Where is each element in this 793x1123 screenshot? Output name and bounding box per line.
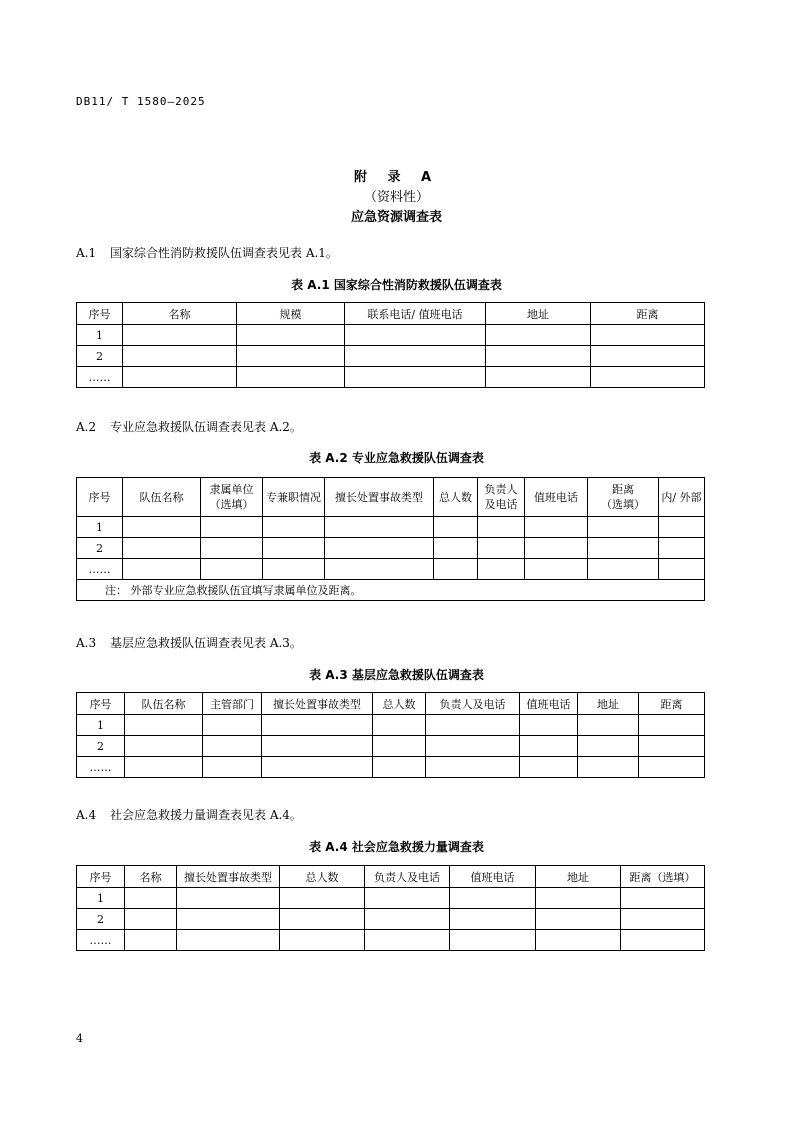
row-index: 1 xyxy=(77,325,123,346)
header-cell: 距离 xyxy=(639,693,705,715)
header-cell: 值班电话 xyxy=(450,866,536,888)
table-row xyxy=(77,715,705,736)
header-cell: 负责人及电话 xyxy=(365,866,450,888)
header-cell: 序号 xyxy=(77,866,125,888)
appendix-title: 应急资源调查表 xyxy=(350,210,442,225)
table-a1 xyxy=(76,302,705,388)
clause-number: A.1 xyxy=(76,246,97,260)
header-cell: 总人数 xyxy=(434,478,478,517)
header-cell: 值班电话 xyxy=(520,693,578,715)
table-note: 注： 外部专业应急救援队伍宜填写隶属单位及距离。 xyxy=(77,580,705,601)
clause-a1 xyxy=(76,244,338,261)
header-cell: 队伍名称 xyxy=(123,478,201,517)
header-cell: 隶属单位 （选填） xyxy=(201,478,263,517)
header-cell: 内/ 外部 xyxy=(659,478,705,517)
table-a2-caption: 表 A.2 专业应急救援队伍调查表 xyxy=(309,451,484,465)
header-cell: 联系电话/ 值班电话 xyxy=(345,303,486,325)
table-a3 xyxy=(76,692,705,778)
clause-a3 xyxy=(76,634,302,651)
clause-number: A.3 xyxy=(76,636,97,650)
header-cell: 地址 xyxy=(536,866,621,888)
clause-a4 xyxy=(76,806,302,823)
table-row xyxy=(77,559,705,580)
table-row xyxy=(77,367,705,388)
table-a3-caption: 表 A.3 基层应急救援队伍调查表 xyxy=(309,668,484,682)
clause-number: A.2 xyxy=(76,420,97,434)
header-cell: 地址 xyxy=(578,693,639,715)
table-note-row xyxy=(77,580,705,601)
row-index: …… xyxy=(77,367,123,388)
row-index: …… xyxy=(77,559,123,580)
table-a1-caption: 表 A.1 国家综合性消防救援队伍调查表 xyxy=(291,278,502,292)
header-cell: 序号 xyxy=(77,303,123,325)
header-cell: 队伍名称 xyxy=(125,693,203,715)
table-header-row xyxy=(77,478,705,517)
table-row xyxy=(77,930,705,951)
row-index: 2 xyxy=(77,346,123,367)
header-cell: 值班电话 xyxy=(525,478,588,517)
page-number: 4 xyxy=(76,1032,83,1045)
table-row xyxy=(77,346,705,367)
table-header-row xyxy=(77,303,705,325)
clause-text: 专业应急救援队伍调查表见表 A.2。 xyxy=(110,420,302,434)
table-row xyxy=(77,888,705,909)
row-index: 1 xyxy=(77,888,125,909)
row-index: 2 xyxy=(77,909,125,930)
table-row xyxy=(77,736,705,757)
table-row xyxy=(77,538,705,559)
header-cell: 总人数 xyxy=(373,693,426,715)
clause-number: A.4 xyxy=(76,808,97,822)
header-cell: 专兼职情况 xyxy=(263,478,325,517)
table-row xyxy=(77,909,705,930)
header-cell: 总人数 xyxy=(280,866,365,888)
row-index: 2 xyxy=(77,736,125,757)
clause-text: 国家综合性消防救援队伍调查表见表 A.1。 xyxy=(110,246,338,260)
header-cell: 负责人及电话 xyxy=(426,693,520,715)
table-header-row xyxy=(77,866,705,888)
header-cell: 距离 xyxy=(591,303,705,325)
row-index: …… xyxy=(77,930,125,951)
document-code-header: DB11/ T 1580—2025 xyxy=(76,95,206,108)
header-cell: 序号 xyxy=(77,478,123,517)
header-cell: 规模 xyxy=(237,303,345,325)
clause-text: 社会应急救援力量调查表见表 A.4。 xyxy=(110,808,302,822)
header-cell: 擅长处置事故类型 xyxy=(262,693,373,715)
appendix-heading xyxy=(0,168,793,228)
row-index: …… xyxy=(77,757,125,778)
table-row xyxy=(77,325,705,346)
header-cell: 负责人 及电话 xyxy=(478,478,525,517)
header-cell: 擅长处置事故类型 xyxy=(177,866,280,888)
table-row xyxy=(77,517,705,538)
clause-text: 基层应急救援队伍调查表见表 A.3。 xyxy=(110,636,302,650)
header-cell: 名称 xyxy=(123,303,237,325)
header-cell: 名称 xyxy=(125,866,177,888)
table-header-row xyxy=(77,693,705,715)
header-cell: 主管部门 xyxy=(203,693,262,715)
table-a4-caption: 表 A.4 社会应急救援力量调查表 xyxy=(309,840,484,854)
header-cell: 距离 （选填） xyxy=(588,478,659,517)
row-index: 2 xyxy=(77,538,123,559)
header-cell: 距离（选填） xyxy=(621,866,705,888)
clause-a2 xyxy=(76,418,302,435)
table-a4 xyxy=(76,865,705,951)
header-cell: 地址 xyxy=(486,303,591,325)
header-cell: 擅长处置事故类型 xyxy=(325,478,434,517)
row-index: 1 xyxy=(77,715,125,736)
header-cell: 序号 xyxy=(77,693,125,715)
table-row xyxy=(77,757,705,778)
table-a2 xyxy=(76,477,705,601)
appendix-type: （资料性） xyxy=(363,190,429,205)
appendix-label: 附 录 A xyxy=(353,170,440,185)
row-index: 1 xyxy=(77,517,123,538)
